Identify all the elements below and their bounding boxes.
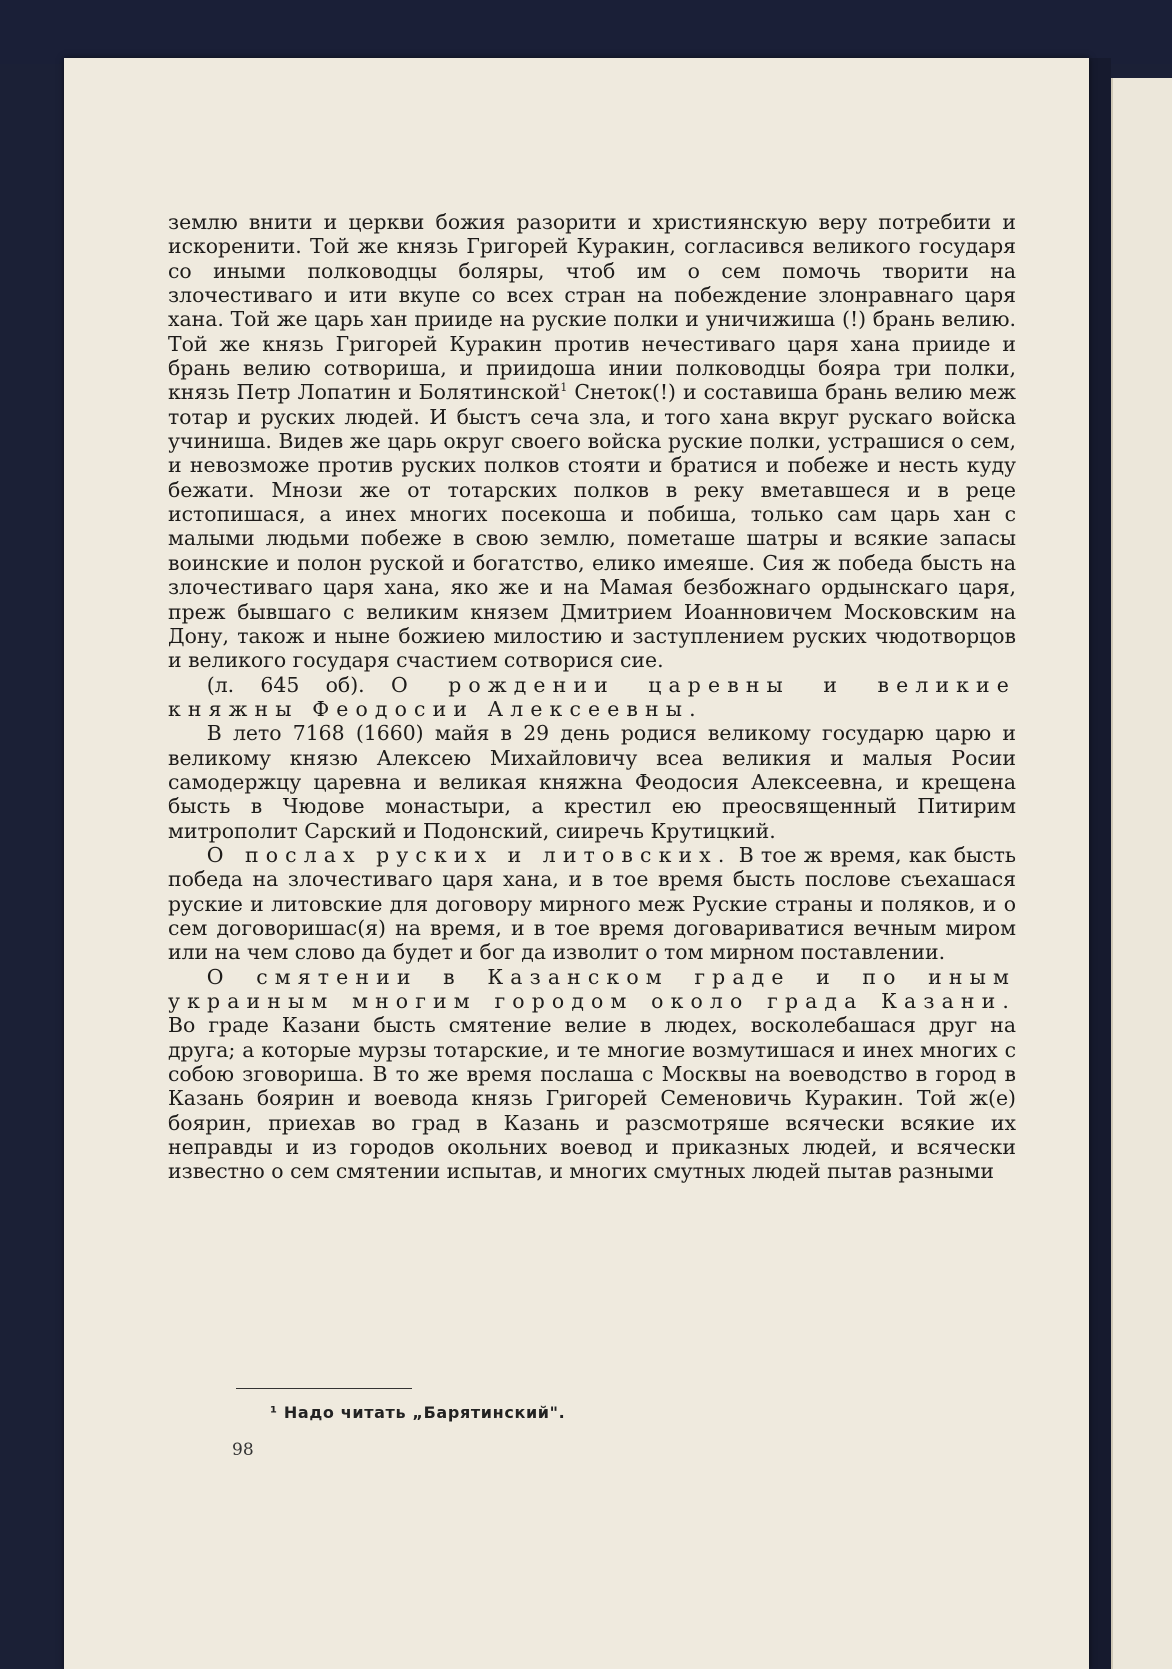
paragraph-text: Снеток(!) и составиша брань велию меж тотар и руских людей. И быстъ сеча зла, и того хана вкруг рускаго войска учиниша. Видев же царь округ своего войска руские полки, устрашися о сем, и невозможе против руских полков стояти и братися и побеже и несть куду бежати. Мнози же от тотарских полков в реку вметавшеся и в реце истопишася, а инех многих посекоша и побиша, только сам царь хан с малыми людьми побеже в свою землю, пометаше шатры и всякие запасы воинские и полон руской и богатство, елико имеяше. Сия ж победа бысть на злочестиваго царя хана, яко же и на Мамая безбожнаго ордынскаго царя, преж бывшаго с великим князем Дмитрием Иоанновичем Московским на Дону, також и ныне божиею милостию и заступлением руских чюдотворцов и великого государя счастием сотворися сие.: [168, 380, 1016, 673]
backdrop: [0, 0, 1172, 64]
book-gutter: [1089, 58, 1111, 1669]
paragraph-text: Во граде Казани бысть смятение велие в людех, восколебашася друг на друга; а которые мурзы тотарские, и те многие возмутишася и инех многих с собою зговориша. В то же время послаша с Москвы на воеводство в город в Казань боярин и воевода князь Григорей Семеновичь Куракин. Той ж(е) боярин, приехав во град в Казань и разсмотряше всячески всякие их неправды и из городов окольних воевод и приказных людей, и всячески известно о сем смятении испытав, и многих смутных людей пытав разными: [168, 1013, 1016, 1184]
paragraph: [168, 965, 1016, 1184]
section-heading: О рождении царевны и великие княжны Феодосии Алексеевны.: [168, 672, 1016, 721]
footnote: ¹ Надо читать „Барятинский".: [270, 1403, 566, 1422]
page-number: 98: [232, 1440, 254, 1460]
footnote-divider: [236, 1388, 412, 1389]
paragraph: [168, 673, 1016, 722]
paragraph-text: В тое ж время, как бысть победа на злочестиваго царя хана, и в тое время бысть послове съехашася руские и литовские для договору мирного меж Руские страны и поляков, и о сем договоришас(я) на время, и в тое время договариватися вечным миром или на чем слово да будет и бог да изволит о том мирном поставлении.: [168, 842, 1017, 965]
page-body-text: [168, 210, 1016, 1184]
paragraph-text: землю внити и церкви божия разорити и християнскую веру потребити и искоренити. Той же князь Григорей Куракин, согласився великого государя со иными полководцы боляры, чтоб им о сем помочь творити на злочестиваго и ити вкупе со всех стран на побеждение злонравнаго царя хана. Той же царь хан прииде на руские полки и уничижиша (!) брань велию. Той же князь Григорей Куракин против нечестиваго царя хана прииде и брань велию сотвориша, и приидоша инии полководцы бояра три полки, князь Петр Лопатин и Болятинской: [168, 210, 1016, 405]
paragraph-text: В лето 7168 (1660) майя в 29 день родися великому государю царю и великому князю Алексею Михайловичу всеа великия и малыя Росии самодержцу царевна и великая княжна Феодосия Алексеевна, и крещена бысть в Чюдове монастыри, а крестил ею преосвященный Питирим митрополит Сарский и Подонский, сииречь Крутицкий.: [168, 721, 1016, 843]
section-heading: О послах руских и литовских.: [206, 842, 732, 867]
paragraph: [168, 843, 1016, 965]
paragraph: [168, 210, 1016, 673]
paragraph: [168, 721, 1016, 843]
section-heading: О смятении в Казанском граде и по иным украиным многим городом около града Казани.: [168, 964, 1016, 1013]
paragraph-text: (л. 645 об).: [206, 672, 391, 697]
footnote-marker: 1: [560, 381, 568, 395]
adjacent-page-edge: [1111, 78, 1172, 1669]
